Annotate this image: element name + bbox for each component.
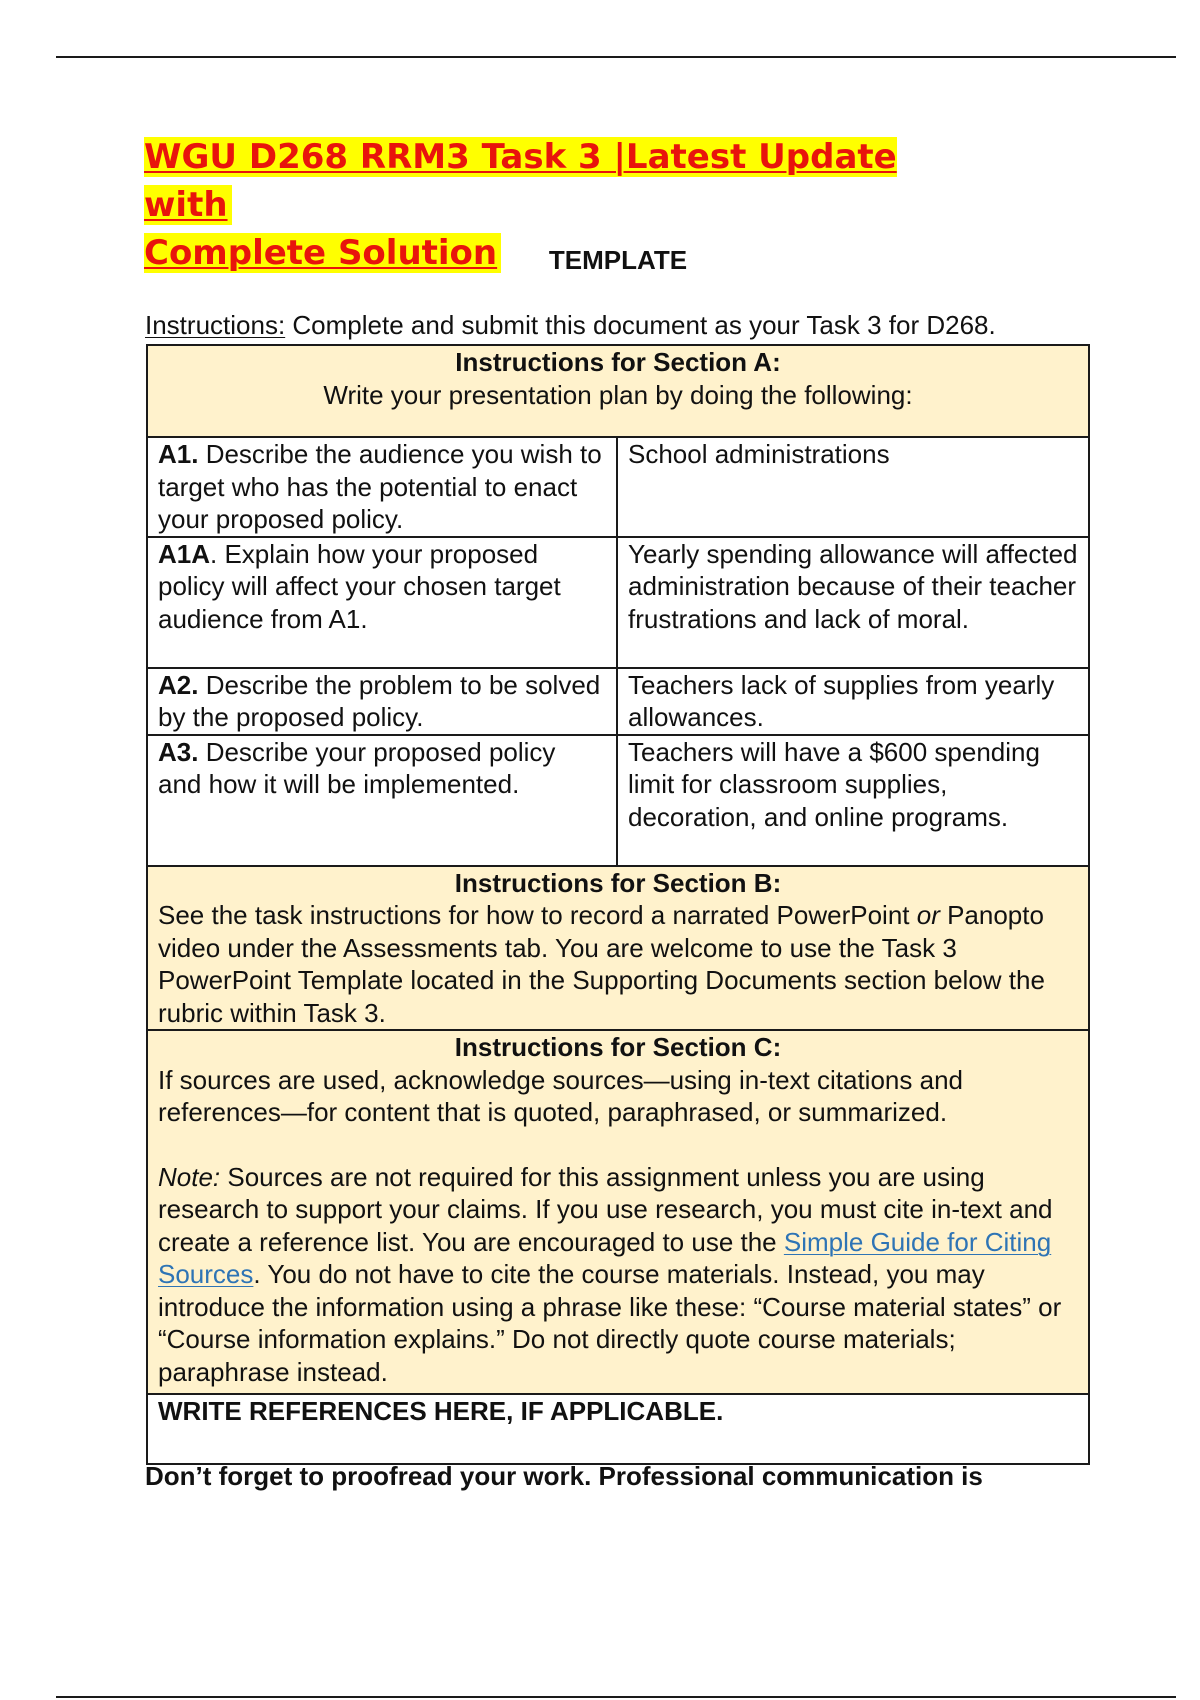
table-row-a1: [147, 437, 1089, 537]
template-table: [146, 344, 1090, 1465]
header-rule: [56, 56, 1176, 58]
prompt-code-a2: A2.: [158, 669, 199, 700]
title-line-2: Complete Solution: [144, 233, 501, 273]
section-b-text-2: Panopto video under the Assessments tab. You are welcome to use the Task 3 PowerPoint Template located in the Supporting Documents section below the rubric within Task 3.: [158, 900, 1045, 1028]
template-label: TEMPLATE: [548, 245, 688, 275]
prompt-code-a3: A3.: [158, 736, 199, 767]
prompt-code-a1: A1.: [158, 439, 199, 469]
paragraph-spacer: [158, 1129, 1078, 1161]
section-a-header-row: [147, 345, 1089, 437]
note-text-1: Sources are not required for this assignment unless you are using research to support your claims. If you use research, you must cite in-text and create a reference list. You are encouraged to use the: [158, 1161, 1053, 1257]
section-c-paragraph-1: If sources are used, acknowledge sources—using in-text citations and references—for content that is quoted, paraphrased, or summarized.: [158, 1064, 963, 1127]
section-a-header-cell: [147, 345, 1089, 437]
prompt-text-a1a: . Explain how your proposed policy will affect your chosen target audience from A1.: [158, 538, 561, 634]
proofread-note: Don’t forget to proofread your work. Professional communication is: [145, 1461, 983, 1491]
section-b-text-1: See the task instructions for how to record a narrated PowerPoint: [158, 900, 917, 930]
prompt-cell-a1a: [147, 537, 617, 668]
section-a-subheading: Write your presentation plan by doing the following:: [323, 379, 913, 410]
section-c-row: [147, 1030, 1089, 1394]
instructions-text: Complete and submit this document as your Task 3 for D268.: [285, 310, 996, 340]
answer-cell-a1a[interactable]: Yearly spending allowance will affected administration because of their teacher frustrations and lack of moral.: [617, 537, 1089, 668]
answer-cell-a1[interactable]: School administrations: [617, 437, 1089, 537]
references-row: [147, 1394, 1089, 1464]
section-b-italic: or: [916, 900, 940, 930]
prompt-cell-a1: [147, 437, 617, 537]
prompt-text-a2: Describe the problem to be solved by the proposed policy.: [158, 669, 601, 732]
table-row-a3: [147, 735, 1089, 866]
section-b-cell: [147, 866, 1089, 1031]
section-c-cell: [147, 1030, 1089, 1394]
prompt-text-a3: Describe your proposed policy and how it will be implemented.: [158, 736, 556, 799]
section-a-heading: Instructions for Section A:: [455, 347, 781, 377]
prompt-cell-a3: [147, 735, 617, 866]
note-label: Note:: [158, 1161, 221, 1192]
references-cell[interactable]: WRITE REFERENCES HERE, IF APPLICABLE.: [147, 1394, 1089, 1464]
title-line-1: WGU D268 RRM3 Task 3 |Latest Update with: [144, 137, 897, 225]
prompt-cell-a2: [147, 668, 617, 735]
answer-cell-a2[interactable]: Teachers lack of supplies from yearly allowances.: [617, 668, 1089, 735]
note-text-2: . You do not have to cite the course materials. Instead, you may introduce the information using a phrase like these: “Course material states” or “Course information explains.” Do not directly quote course materials; paraphrase instead.: [158, 1259, 1062, 1387]
section-b-row: [147, 866, 1089, 1031]
prompt-text-a1: Describe the audience you wish to target who has the potential to enact your proposed policy.: [158, 439, 602, 534]
prompt-code-a1a: A1A: [158, 538, 211, 569]
instructions-label: Instructions:: [145, 310, 286, 340]
instructions-line: [145, 308, 1105, 342]
section-c-heading: Instructions for Section C:: [454, 1032, 782, 1062]
answer-cell-a3[interactable]: Teachers will have a $600 spending limit for classroom supplies, decoration, and online programs.: [617, 735, 1089, 866]
table-row-a1a: [147, 537, 1089, 668]
table-row-a2: [147, 668, 1089, 735]
citing-guide-link[interactable]: Simple Guide for Citing Sources: [158, 1226, 1052, 1289]
section-c-note: [158, 1161, 1078, 1389]
footer-rule: [56, 1696, 1176, 1698]
section-b-heading: Instructions for Section B:: [454, 867, 782, 898]
section-b-body: [158, 899, 1078, 1029]
